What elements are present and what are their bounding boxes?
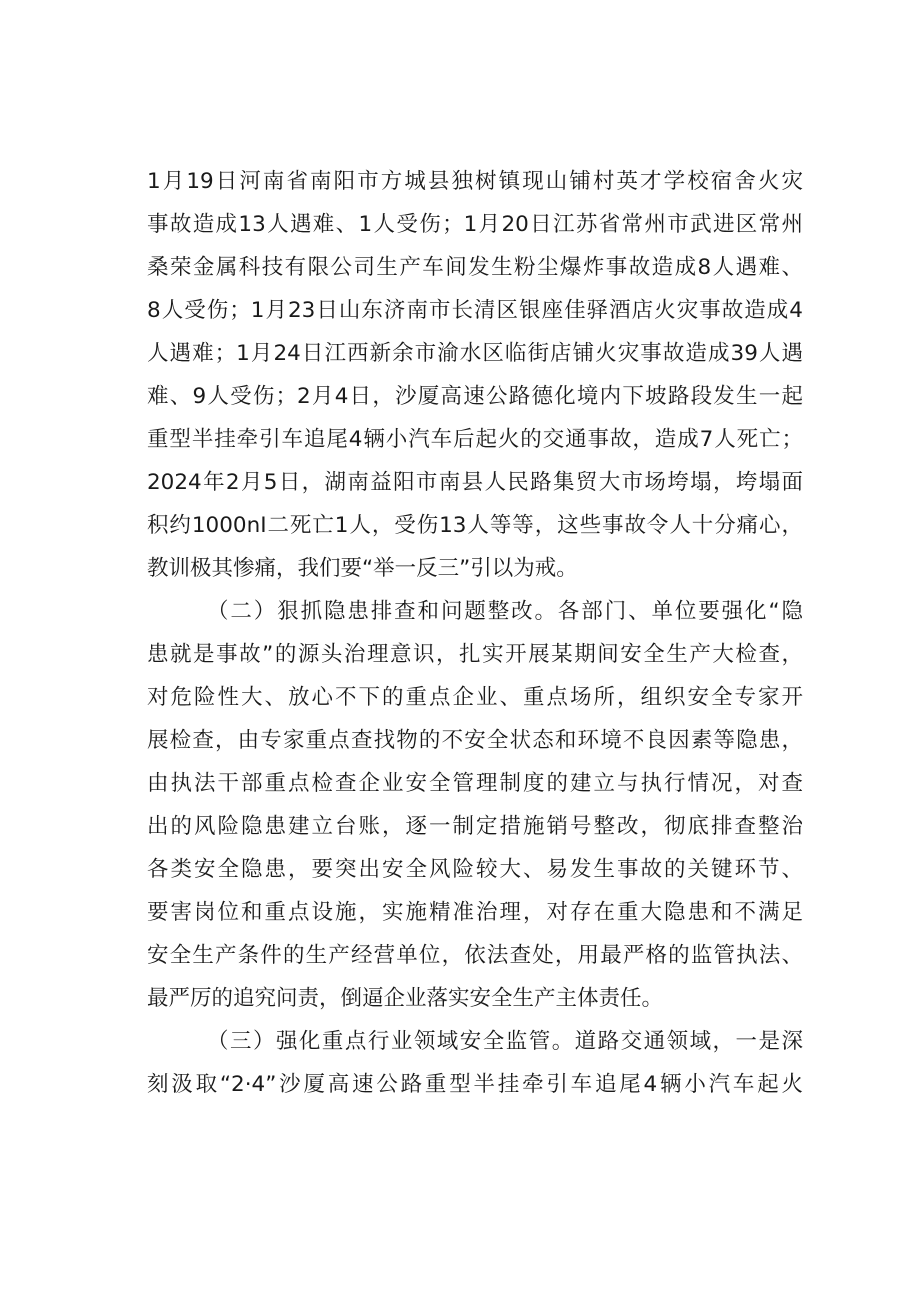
text-line: 2024年2月5日，湖南益阳市南县人民路集贸大市场垮塌，垮塌面 <box>147 470 803 495</box>
text-line: 展检查，由专家重点查找物的不安全状态和环境不良因素等隐患， <box>147 728 803 753</box>
text-line: 人遇难；1月24日江西新余市渝水区临街店铺火灾事故造成39人遇 <box>147 341 803 366</box>
text-line: 教训极其惨痛，我们要“举一反三”引以为戒。 <box>147 556 578 581</box>
paragraph-industry-supervision <box>147 1020 803 1106</box>
text-line: 最严厉的追究问责，倒逼企业落实安全生产主体责任。 <box>147 986 664 1011</box>
section-heading-line: （二）狠抓隐患排查和问题整改。各部门、单位要强化“隐 <box>207 599 803 624</box>
text-line: 刻汲取“2·4”沙厦高速公路重型半挂牵引车追尾4辆小汽车起火 <box>147 1072 803 1097</box>
text-line: 重型半挂牵引车追尾4辆小汽车后起火的交通事故，造成7人死亡； <box>147 427 803 452</box>
text-line: 8人受伤；1月23日山东济南市长清区银座佳驿酒店火灾事故造成4 <box>147 298 803 323</box>
text-line: 对危险性大、放心不下的重点企业、重点场所，组织安全专家开 <box>147 685 803 710</box>
paragraph-hazard-inspection <box>147 590 803 1020</box>
text-line: 安全生产条件的生产经营单位，依法查处，用最严格的监管执法、 <box>147 943 803 968</box>
text-line: 难、9人受伤；2月4日，沙厦高速公路德化境内下坡路段发生一起 <box>147 384 803 409</box>
text-line: 各类安全隐患，要突出安全风险较大、易发生事故的关键环节、 <box>147 857 803 882</box>
paragraph-accident-list <box>147 160 803 590</box>
text-line: 1月19日河南省南阳市方城县独树镇现山铺村英才学校宿舍火灾 <box>147 169 803 194</box>
text-line: 出的风险隐患建立台账，逐一制定措施销号整改，彻底排查整治 <box>147 814 803 839</box>
document-body <box>147 160 803 1106</box>
text-line: 桑荣金属科技有限公司生产车间发生粉尘爆炸事故造成8人遇难、 <box>147 255 803 280</box>
text-line: 患就是事故”的源头治理意识，扎实开展某期间安全生产大检查， <box>147 642 803 667</box>
text-line: 要害岗位和重点设施，实施精准治理，对存在重大隐患和不满足 <box>147 900 803 925</box>
section-heading-line: （三）强化重点行业领域安全监管。道路交通领域，一是深 <box>207 1029 803 1054</box>
text-line: 积约1000nI二死亡1人，受伤13人等等，这些事故令人十分痛心， <box>147 513 803 538</box>
text-line: 事故造成13人遇难、1人受伤；1月20日江苏省常州市武进区常州 <box>147 212 803 237</box>
text-line: 由执法干部重点检查企业安全管理制度的建立与执行情况，对查 <box>147 771 803 796</box>
